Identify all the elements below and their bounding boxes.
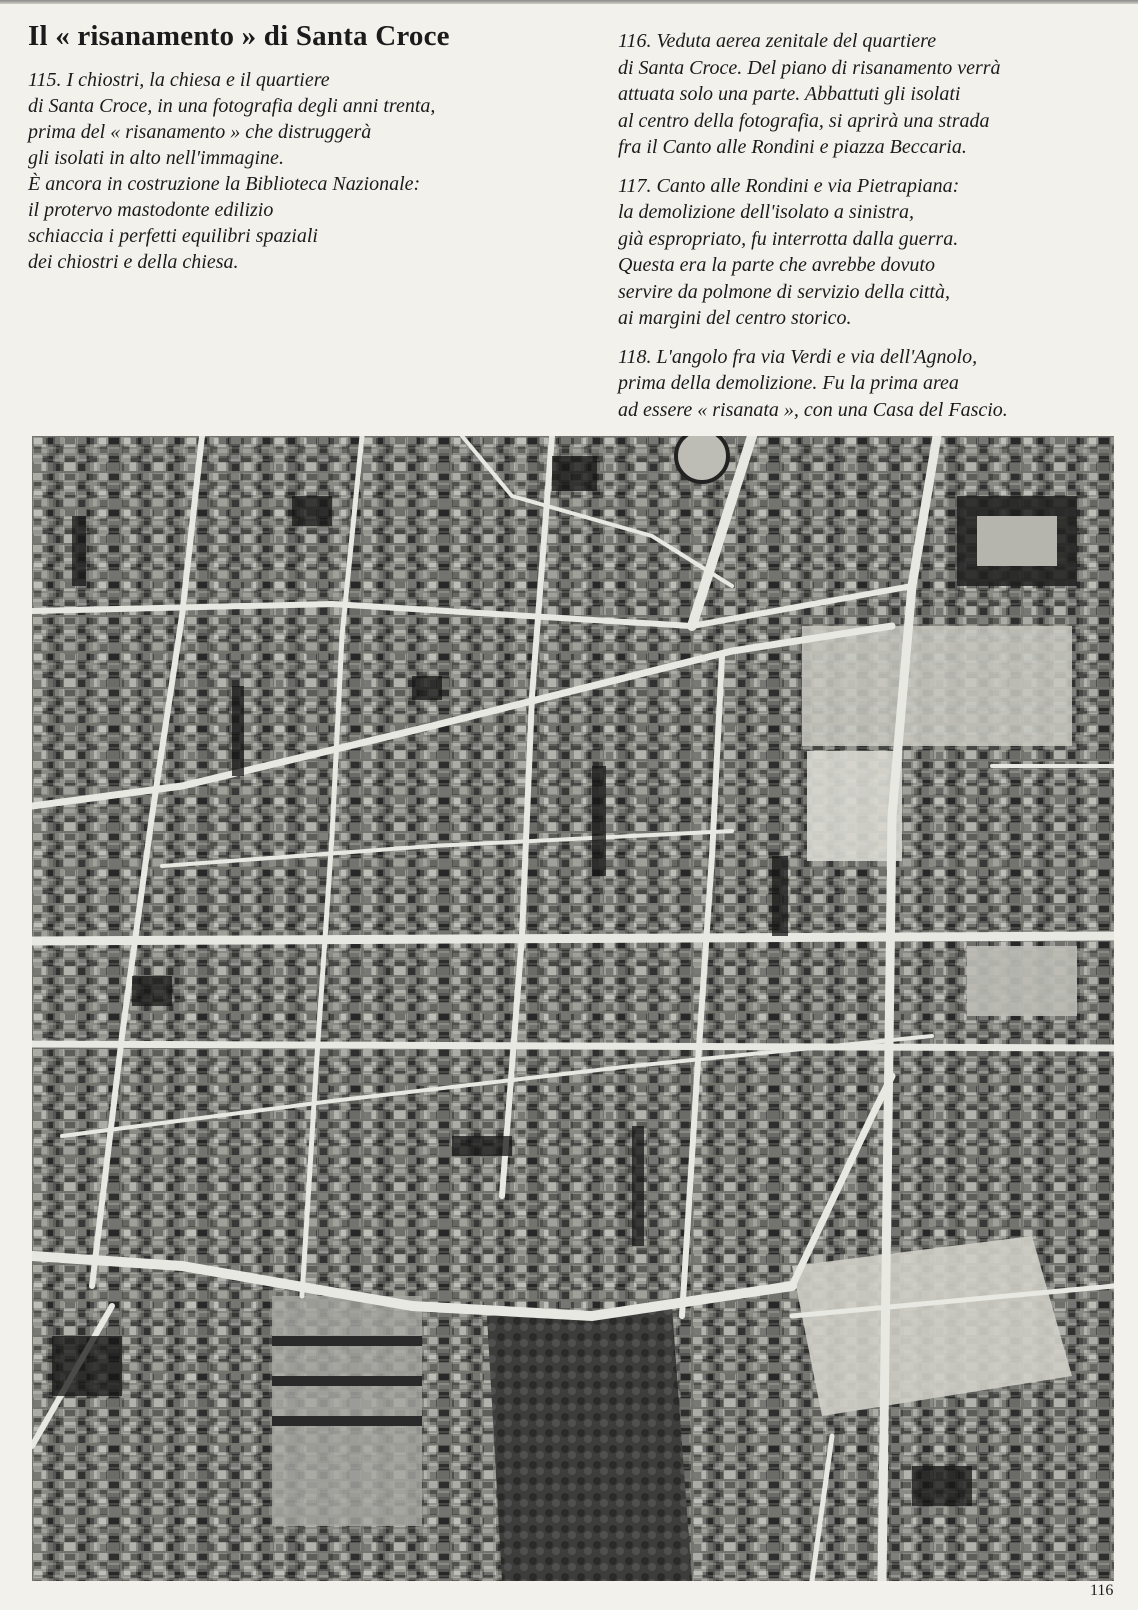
page-title: Il « risanamento » di Santa Croce (28, 20, 450, 52)
caption-118: 118. L'angolo fra via Verdi e via dell'Agnolo, prima della demolizione. Fu la prima area ad essere « risanata », con una Casa del Fascio. (618, 345, 1008, 421)
caption-116: 116. Veduta aerea zenitale del quartiere di Santa Croce. Del piano di risanamento verrà attuata solo una parte. Abbattuti gli isolati al centro della fotografia, si aprirà una strada fra il Canto alle Rondini e piazza Beccaria. (618, 30, 1001, 158)
circular-feature (676, 436, 728, 482)
cloister-garden (487, 1306, 692, 1581)
library-building (272, 1296, 422, 1526)
courtyard-block (802, 626, 1072, 746)
page-number: 116 (1090, 1582, 1114, 1599)
aerial-photograph (32, 436, 1114, 1581)
caption-117: 117. Canto alle Rondini e via Pietrapiana: la demolizione dell'isolato a sinistra, già espropriato, fu interrotta dalla guerra. Questa era la parte che avrebbe dovuto servire da polmone di servizio della città, ai margini del centro storico. (618, 174, 960, 329)
left-column (28, 20, 608, 285)
right-column (618, 28, 1138, 435)
aerial-photo-drawing (32, 436, 1114, 1581)
caption-115: 115. I chiostri, la chiesa e il quartiere di Santa Croce, in una fotografia degli anni trenta, prima del « risanamento » che distruggerà gli isolati in alto nell'immagine. È ancora in costruzione la Biblioteca Nazionale: il protervo mastodonte edilizio schiaccia i perfetti equilibri spaziali dei chiostri e della chiesa. (28, 69, 436, 273)
top-border (0, 0, 1138, 4)
